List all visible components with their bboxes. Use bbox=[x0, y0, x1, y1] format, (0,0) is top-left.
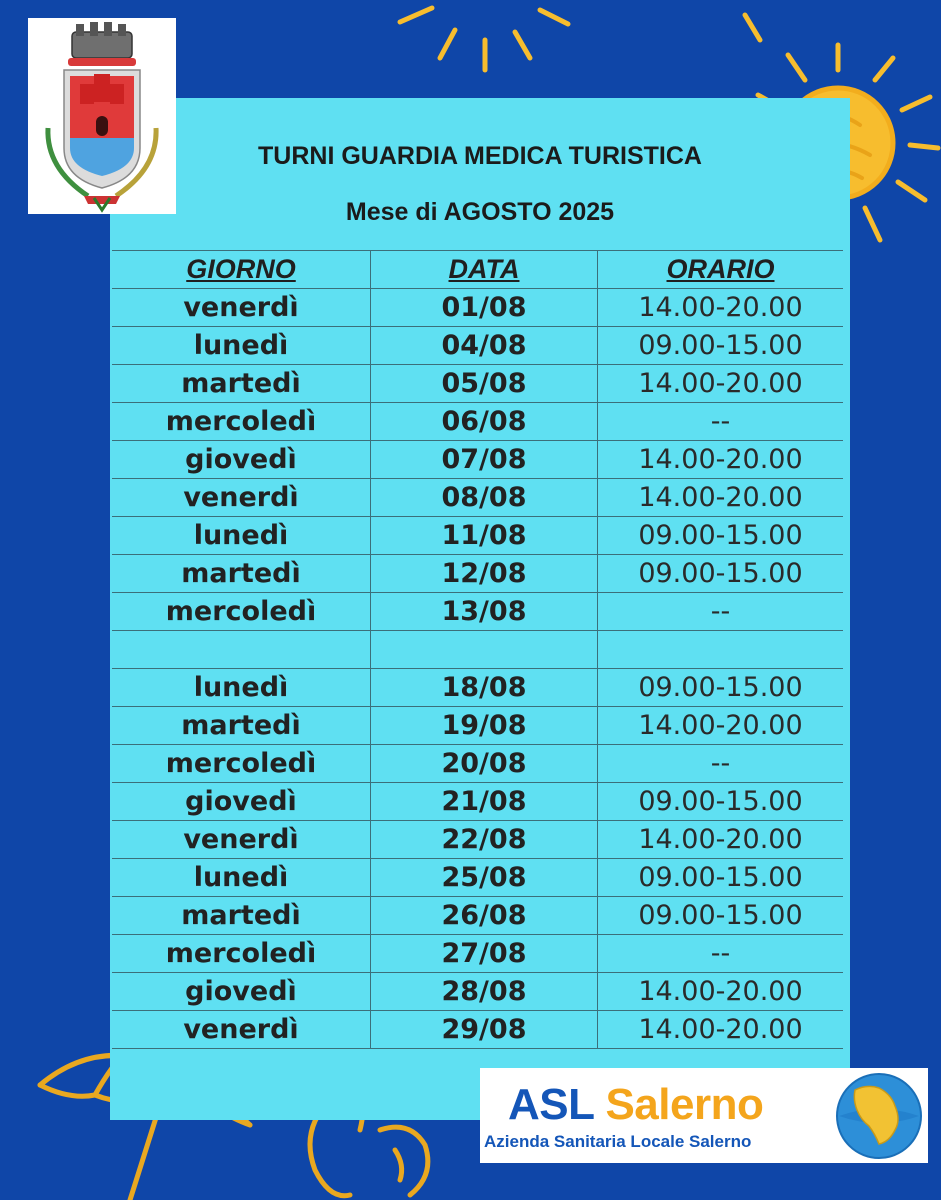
cell-time: 09.00-15.00 bbox=[598, 897, 844, 935]
table-row bbox=[112, 403, 843, 441]
cell-day: venerdì bbox=[112, 821, 371, 859]
cell-date bbox=[371, 631, 598, 669]
table-row bbox=[112, 555, 843, 593]
table-row bbox=[112, 973, 843, 1011]
cell-day: mercoledì bbox=[112, 593, 371, 631]
header-data: DATA bbox=[371, 251, 598, 289]
cell-time: 14.00-20.00 bbox=[598, 289, 844, 327]
campania-map-icon bbox=[835, 1072, 923, 1160]
table-row bbox=[112, 897, 843, 935]
table-row bbox=[112, 1011, 843, 1049]
table-row bbox=[112, 935, 843, 973]
cell-time: 09.00-15.00 bbox=[598, 517, 844, 555]
table-row bbox=[112, 517, 843, 555]
asl-salerno-logo bbox=[480, 1068, 928, 1163]
cell-time: 09.00-15.00 bbox=[598, 669, 844, 707]
schedule-table bbox=[112, 250, 843, 1049]
cell-time: 14.00-20.00 bbox=[598, 707, 844, 745]
cell-day: giovedì bbox=[112, 441, 371, 479]
table-header-row bbox=[112, 251, 843, 289]
municipal-crest-icon bbox=[28, 18, 176, 214]
cell-date: 28/08 bbox=[371, 973, 598, 1011]
page-subtitle: Mese di AGOSTO 2025 bbox=[345, 198, 615, 226]
cell-time bbox=[598, 631, 844, 669]
cell-date: 26/08 bbox=[371, 897, 598, 935]
table-row bbox=[112, 669, 843, 707]
table-row bbox=[112, 365, 843, 403]
asl-name-part2: Salerno bbox=[605, 1080, 764, 1129]
cell-time: 14.00-20.00 bbox=[598, 821, 844, 859]
cell-day: mercoledì bbox=[112, 403, 371, 441]
cell-day: lunedì bbox=[112, 327, 371, 365]
cell-time: 14.00-20.00 bbox=[598, 479, 844, 517]
cell-date: 18/08 bbox=[371, 669, 598, 707]
cell-time: 09.00-15.00 bbox=[598, 783, 844, 821]
cell-date: 19/08 bbox=[371, 707, 598, 745]
cell-time: 14.00-20.00 bbox=[598, 365, 844, 403]
cell-day: venerdì bbox=[112, 1011, 371, 1049]
cell-date: 12/08 bbox=[371, 555, 598, 593]
asl-tagline: Azienda Sanitaria Locale Salerno bbox=[484, 1132, 752, 1151]
header-orario: ORARIO bbox=[598, 251, 844, 289]
cell-day: mercoledì bbox=[112, 745, 371, 783]
table-row bbox=[112, 821, 843, 859]
table-row bbox=[112, 441, 843, 479]
cell-date: 01/08 bbox=[371, 289, 598, 327]
cell-date: 07/08 bbox=[371, 441, 598, 479]
cell-day: lunedì bbox=[112, 859, 371, 897]
cell-day: lunedì bbox=[112, 669, 371, 707]
cell-day: giovedì bbox=[112, 973, 371, 1011]
cell-date: 08/08 bbox=[371, 479, 598, 517]
table-row bbox=[112, 479, 843, 517]
cell-date: 29/08 bbox=[371, 1011, 598, 1049]
table-row bbox=[112, 327, 843, 365]
cell-day bbox=[112, 631, 371, 669]
cell-time: 09.00-15.00 bbox=[598, 327, 844, 365]
table-row bbox=[112, 745, 843, 783]
cell-date: 04/08 bbox=[371, 327, 598, 365]
cell-date: 05/08 bbox=[371, 365, 598, 403]
table-row bbox=[112, 593, 843, 631]
cell-date: 27/08 bbox=[371, 935, 598, 973]
table-row bbox=[112, 783, 843, 821]
asl-name-part1: ASL bbox=[508, 1080, 594, 1129]
cell-date: 13/08 bbox=[371, 593, 598, 631]
cell-time: -- bbox=[598, 745, 844, 783]
header-giorno: GIORNO bbox=[112, 251, 371, 289]
cell-day: venerdì bbox=[112, 289, 371, 327]
cell-day: lunedì bbox=[112, 517, 371, 555]
cell-time: -- bbox=[598, 593, 844, 631]
cell-date: 20/08 bbox=[371, 745, 598, 783]
cell-day: giovedì bbox=[112, 783, 371, 821]
cell-day: venerdì bbox=[112, 479, 371, 517]
cell-date: 11/08 bbox=[371, 517, 598, 555]
cell-time: 14.00-20.00 bbox=[598, 441, 844, 479]
cell-day: mercoledì bbox=[112, 935, 371, 973]
asl-name bbox=[508, 1080, 763, 1130]
cell-day: martedì bbox=[112, 555, 371, 593]
cell-time: 14.00-20.00 bbox=[598, 1011, 844, 1049]
municipal-crest bbox=[28, 18, 176, 214]
table-row-empty bbox=[112, 631, 843, 669]
table-row bbox=[112, 289, 843, 327]
cell-date: 21/08 bbox=[371, 783, 598, 821]
cell-time: 14.00-20.00 bbox=[598, 973, 844, 1011]
cell-day: martedì bbox=[112, 365, 371, 403]
table-row bbox=[112, 859, 843, 897]
cell-time: 09.00-15.00 bbox=[598, 859, 844, 897]
cell-time: -- bbox=[598, 935, 844, 973]
cell-date: 06/08 bbox=[371, 403, 598, 441]
table-row bbox=[112, 707, 843, 745]
cell-day: martedì bbox=[112, 897, 371, 935]
cell-time: 09.00-15.00 bbox=[598, 555, 844, 593]
cell-day: martedì bbox=[112, 707, 371, 745]
page-title: TURNI GUARDIA MEDICA TURISTICA bbox=[258, 142, 702, 170]
cell-date: 22/08 bbox=[371, 821, 598, 859]
cell-date: 25/08 bbox=[371, 859, 598, 897]
cell-time: -- bbox=[598, 403, 844, 441]
